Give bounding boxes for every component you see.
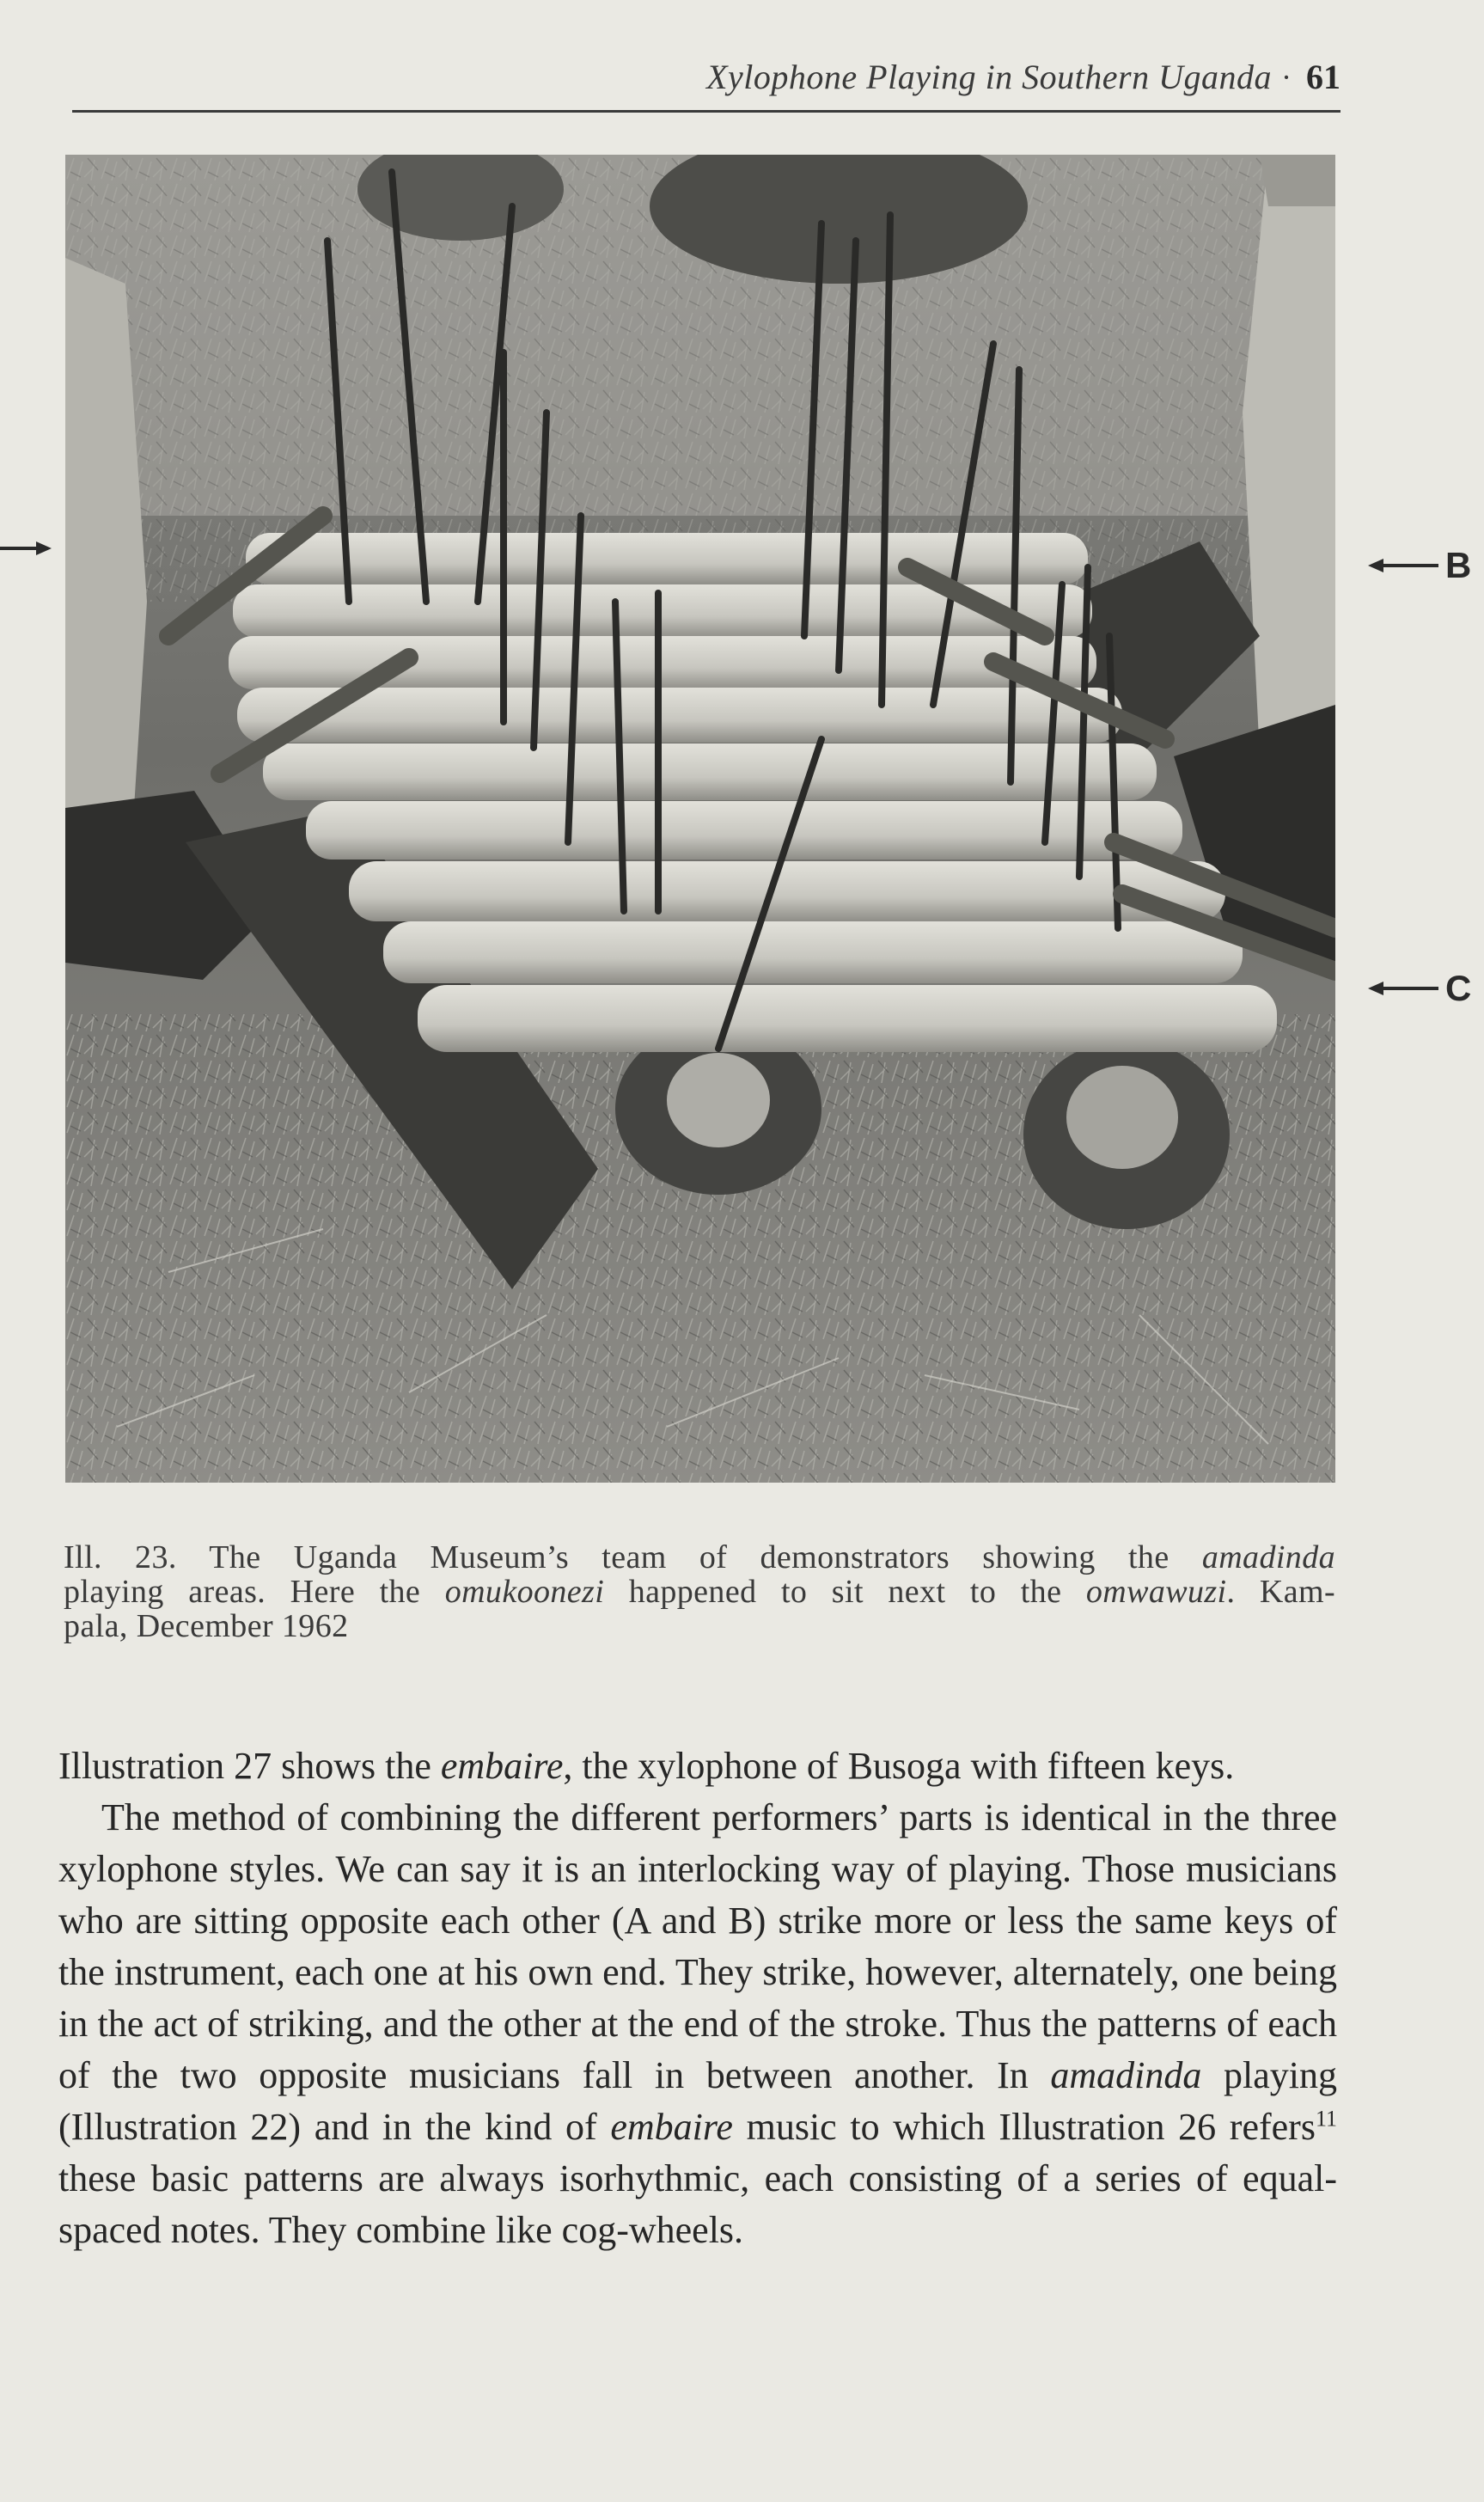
running-separator: · — [1281, 60, 1292, 95]
caption-label: Ill. 23. — [64, 1539, 177, 1575]
caption-line-3: pala, December 1962 — [64, 1608, 349, 1644]
paragraph-2: The method of combining the different performers’ parts is identical in the three xylophone styles. We can say it is an interlocking way of playing. Those musicians who are sitting opposite each other (A and B) strike more or less the same keys of the instrument, each one at his own end. They strike, however, alternately, one being in the act of striking, and the other at the end of the stroke. Thus the patterns of each of the two opposite musicians fall in between another. In amadinda playing (Illustration 22) and in the kind of embaire music to which Illustration 26 refers$^{11}$ these basic patterns are always isorhythmic, each consisting of a series of equal-spaced notes. They combine like cog-wheels. — [58, 1796, 1338, 2251]
marker-c-label: C — [1445, 968, 1472, 1008]
arrow-right-icon — [0, 531, 52, 566]
running-title: Xylophone Playing in Southern Uganda — [706, 58, 1272, 96]
term-omukoonezi: omukoonezi — [444, 1574, 605, 1610]
arrow-left-icon — [1368, 971, 1438, 1006]
footnote-reference: 11 — [1315, 2106, 1337, 2132]
term-embaire: embaire — [610, 2106, 733, 2148]
photograph-xylophone-amadinda — [65, 155, 1335, 1483]
paragraph-1: Illustration 27 shows the embaire, the xylophone of Busoga with fifteen keys. — [58, 1745, 1235, 1787]
arrow-left-icon — [1368, 548, 1438, 583]
term-omwawuzi: omwawuzi — [1085, 1574, 1227, 1610]
marker-c — [1368, 968, 1480, 1008]
caption-line-2: playing areas. Here the omukoonezi happened to sit next to the omwawuzi. Kam- — [64, 1574, 1336, 1610]
term-embaire: embaire — [440, 1745, 564, 1787]
page-number: 61 — [1306, 58, 1340, 96]
term-amadinda: amadinda — [1050, 2054, 1202, 2096]
marker-b — [1368, 545, 1480, 585]
caption-line-1: Ill. 23. The Uganda Museum’s team of demonstrators showing the amadinda — [64, 1539, 1336, 1575]
body-text — [58, 1740, 1337, 2256]
marker-a-arrow — [0, 531, 52, 566]
running-header — [72, 53, 1340, 113]
term-amadinda: amadinda — [1201, 1539, 1336, 1575]
figure-caption — [64, 1540, 1335, 1643]
marker-b-label: B — [1445, 545, 1472, 585]
